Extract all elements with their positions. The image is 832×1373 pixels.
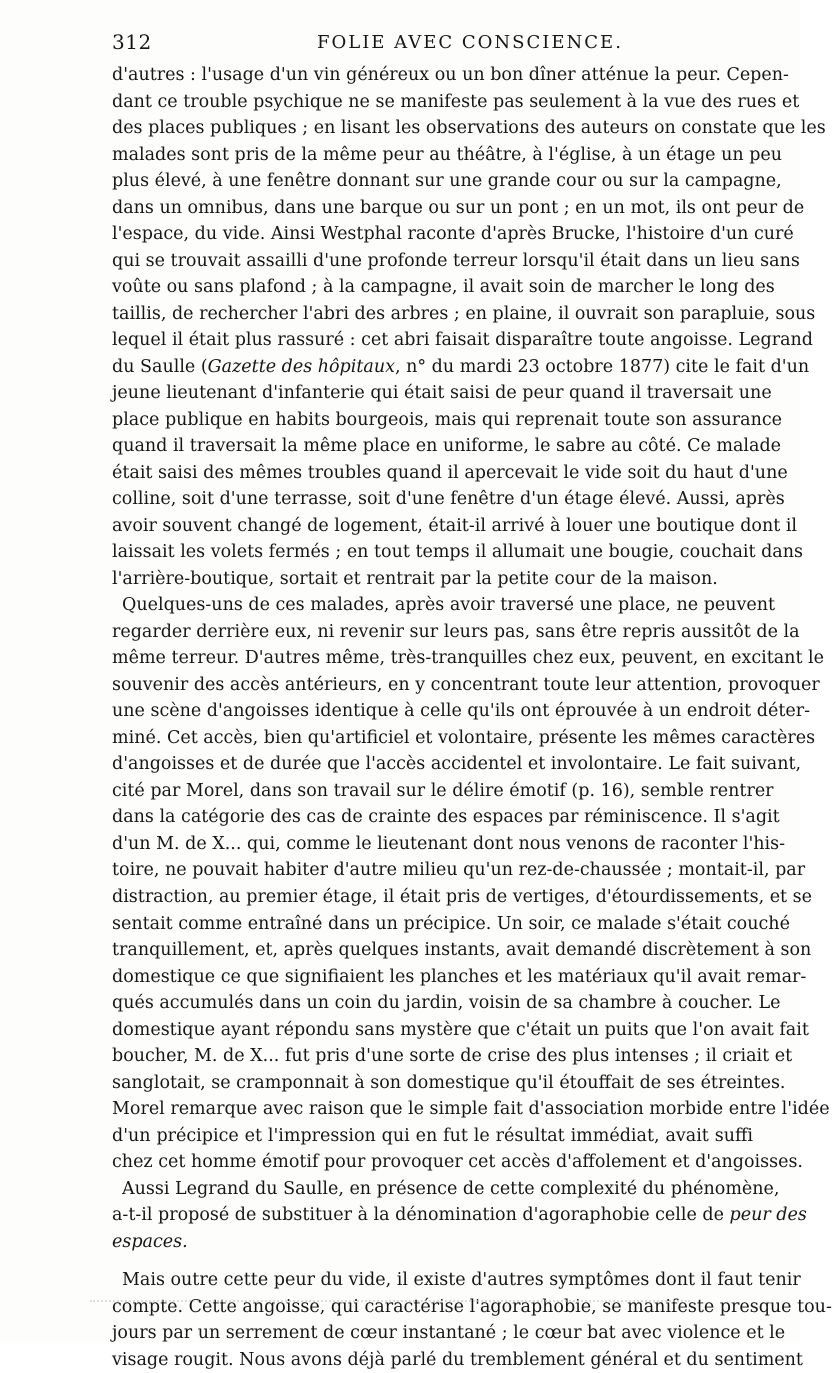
text-line: sentait comme entraîné dans un précipice. Un soir, ce malade s'était couché [112,913,790,934]
text-line: même terreur. D'autres même, très-tranquilles chez eux, peuvent, en excitant le [112,648,824,669]
text-line: place publique en habits bourgeois, mais qui reprenait toute son assurance [112,409,783,430]
body-text [112,62,832,1373]
page-number: 312 [112,30,152,54]
text-line: dans la catégorie des cas de crainte des espaces par réminiscence. Il s'agit [112,807,780,828]
text-line: sanglotait, se cramponnait à son domestique qu'il étouffait de ses étreintes. [112,1072,786,1093]
paragraph [112,592,830,1175]
text-line: compte. Cette angoisse, qui caractérise l'agoraphobie, se manifeste presque tou- [112,1296,832,1317]
italic-phrase: Gazette des hôpitaux [207,356,395,377]
text-line: qués accumulés dans un coin du jardin, voisin de sa chambre à coucher. Le [112,993,781,1014]
text-line: laissait les volets fermés ; en tout temps il allumait une bougie, couchait dans [112,542,803,563]
text-line: une scène d'angoisses identique à celle qu'ils ont éprouvée à un endroit déter- [112,701,810,722]
text-line: domestique ce que signifiaient les planches et les matériaux qu'il avait remar- [112,966,807,987]
text-line: était saisi des mêmes troubles quand il apercevait le vide soit du haut d'une [112,462,788,483]
text-line [112,1229,753,1256]
paragraph [112,1176,807,1256]
text-line: l'arrière-boutique, sortait et rentrait par la petite cour de la maison. [112,568,718,589]
text-line: plus élevé, à une fenêtre donnant sur une grande cour ou sur la campagne, [112,171,782,192]
text-line: d'autres : l'usage d'un vin généreux ou un bon dîner atténue la peur. Cepen- [112,65,789,85]
text-line: du Saulle (Gazette des hôpitaux, n° du mardi 23 octobre 1877) cite le fait d'un [112,356,810,377]
text-line: quand il traversait la même place en uniforme, le sabre au côté. Ce malade [112,436,781,457]
text-line: lequel il était plus rassuré : cet abri faisait disparaître toute angoisse. Legrand [112,330,813,351]
paragraph [112,1267,832,1373]
text-line: Quelques-uns de ces malades, après avoir traversé une place, ne peuvent [122,595,776,616]
page-edge-speckle [90,1300,690,1306]
text-line: souvenir des accès antérieurs, en y concentrant toute leur attention, provoquer [112,674,820,695]
text-line: d'un précipice et l'impression qui en fut le résultat immédiat, avait suffi [112,1125,753,1146]
text-line: dans un omnibus, dans une barque ou sur un pont ; en un mot, ils ont peur de [112,197,805,218]
text-line: l'espace, du vide. Ainsi Westphal raconte d'après Brucke, l'histoire d'un curé [112,224,794,245]
running-title: FOLIE AVEC CONSCIENCE. [317,32,623,53]
text-line: cité par Morel, dans son travail sur le délire émotif (p. 16), semble rentrer [112,780,774,801]
paragraph [112,62,826,592]
text-line: taillis, de rechercher l'abri des arbres ; en plaine, il ouvrait son parapluie, sous [112,303,816,324]
text-line: boucher, M. de X... fut pris d'une sorte de crise des plus intenses ; il criait et [112,1046,793,1067]
text-line: distraction, au premier étage, il était pris de vertiges, d'étourdissements, et se [112,886,812,907]
text-line: tranquillement, et, après quelques instants, avait demandé discrètement à son [112,940,812,961]
text-line: regarder derrière eux, ni revenir sur leurs pas, sans être repris aussitôt de la [112,621,800,642]
text-line: toire, ne pouvait habiter d'autre milieu qu'un rez-de-chaussée ; montait-il, par [112,860,806,881]
text-line: malades sont pris de la même peur au théâtre, à l'église, à un étage un peu [112,144,783,165]
text-line: visage rougit. Nous avons déjà parlé du tremblement général et du sentiment [112,1349,803,1370]
text-line: miné. Cet accès, bien qu'artificiel et volontaire, présente les mêmes caractères [112,727,816,748]
text-line: domestique ayant répondu sans mystère que c'était un puits que l'on avait fait [112,1019,809,1040]
text-line: d'angoisses et de durée que l'accès accidentel et involontaire. Le fait suivant, [112,754,802,775]
text-line: des places publiques ; en lisant les observations des auteurs on constate que les [112,118,826,139]
text-line: jours par un serrement de cœur instantané ; le cœur bat avec violence et le [112,1323,786,1344]
text-line: Morel remarque avec raison que le simple fait d'association morbide entre l'idée [112,1099,830,1120]
text-line: avoir souvent changé de logement, était-il arrivé à louer une boutique dont il [112,515,798,536]
text-line: d'un M. de X... qui, comme le lieutenant dont nous venons de raconter l'his- [112,833,786,854]
text-line: voûte ou sans plafond ; à la campagne, il avait soin de marcher le long des [112,277,775,298]
text-line: Aussi Legrand du Saulle, en présence de cette complexité du phénomène, [122,1178,780,1199]
text-line: chez cet homme émotif pour provoquer cet accès d'affolement et d'angoisses. [112,1152,803,1173]
page-header [112,30,752,60]
text-line: Mais outre cette peur du vide, il existe d'autres symptômes dont il faut tenir [122,1270,801,1291]
text-line: dant ce trouble psychique ne se manifeste pas seulement à la vue des rues et [112,91,800,112]
text-line: a-t-il proposé de substituer à la dénomination d'agoraphobie celle de peur des [112,1205,807,1226]
text-line: jeune lieutenant d'infanterie qui était saisi de peur quand il traversait une [112,383,772,404]
text-line: qui se trouvait assailli d'une profonde terreur lorsqu'il était dans un lieu sans [112,250,800,271]
text-line: colline, soit d'une terrasse, soit d'une fenêtre d'un étage élevé. Aussi, après [112,489,785,510]
italic-phrase: peur des [729,1205,807,1226]
italic-phrase: espaces. [112,1231,188,1252]
paragraph-gap [112,1255,753,1267]
